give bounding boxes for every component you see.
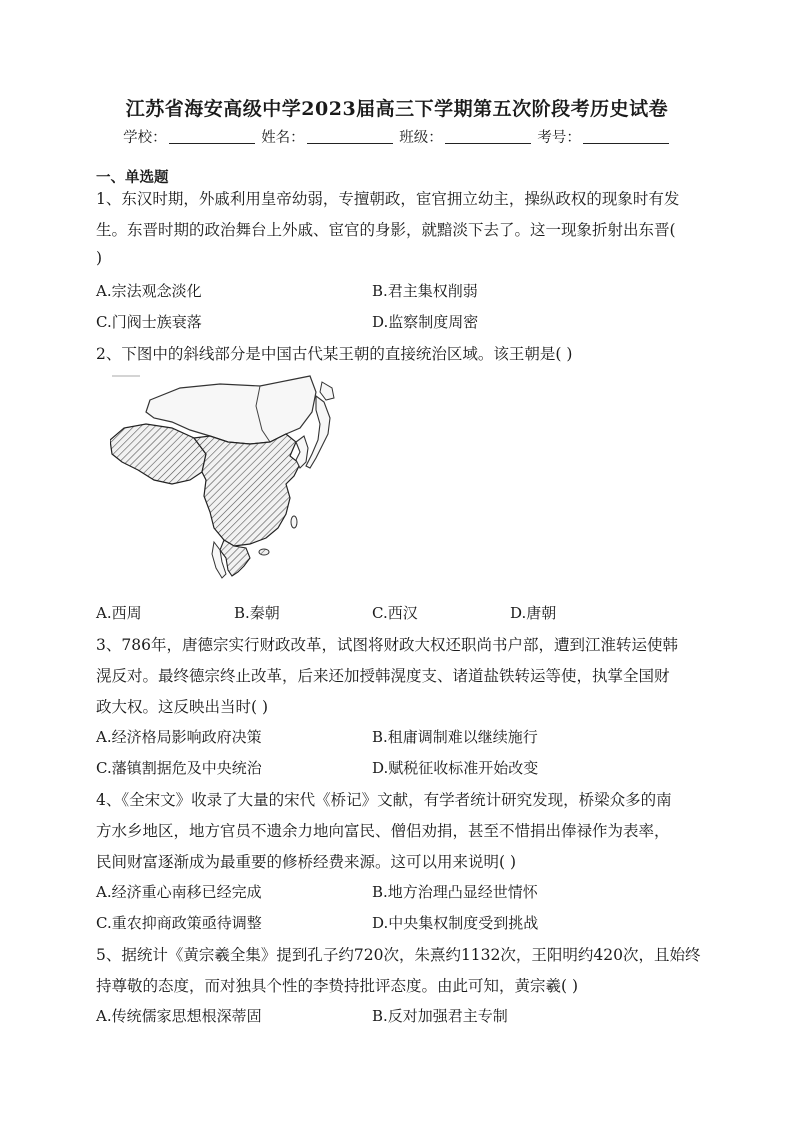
question-3-option-a[interactable]: A.经济格局影响政府决策 [96,728,262,746]
map-hainan-island [259,549,269,555]
question-5-line: 5、据统计《黄宗羲全集》提到孔子约720次，朱熹约1132次，王阳明约420次，且始终 [96,946,701,964]
map-japan-north-island [320,382,334,400]
question-2-option-d[interactable]: D.唐朝 [510,604,557,622]
exam-number-label: 考号： [537,130,581,146]
question-1-option-c[interactable]: C.门阀士族衰落 [96,313,202,331]
class-label: 班级： [399,130,443,146]
question-1-option-d[interactable]: D.监察制度周密 [372,313,479,331]
school-blank[interactable] [169,129,255,144]
question-3-option-c[interactable]: C.藩镇割据危及中央统治 [96,759,262,777]
question-1-option-b[interactable]: B.君主集权削弱 [372,282,478,300]
question-4-line: 方水乡地区，地方官员不遗余力地向富民、僧侣劝捐，甚至不惜捐出俸禄作为表率， [96,822,670,840]
map-main-hatched-region [194,434,300,546]
historical-map-figure [110,372,350,582]
question-5-line: 持尊敬的态度，而对独具个性的李贽持批评态度。由此可知，黄宗羲( ) [96,977,579,995]
question-1-option-a[interactable]: A.宗法观念淡化 [96,282,202,300]
exam-title: 江苏省海安高级中学2023届高三下学期第五次阶段考历史试卷 [125,98,669,120]
question-4-line: 民间财富逐渐成为最重要的修桥经费来源。这可以用来说明( ) [96,853,517,871]
school-label: 学校： [123,130,167,146]
student-info-row [0,126,794,147]
map-western-hatched-region [110,424,206,484]
name-label: 姓名： [261,130,305,146]
question-2-option-c[interactable]: C.西汉 [372,604,418,622]
exam-number-blank[interactable] [583,129,669,144]
map-taiwan-island [291,516,297,528]
question-3-line: 滉反对。最终德宗终止改革，后来还加授韩滉度支、诸道盐铁转运等使，执掌全国财 [96,667,670,685]
question-4-option-b[interactable]: B.地方治理凸显经世情怀 [372,883,538,901]
section-heading: 一、单选题 [96,169,169,186]
question-2-option-a[interactable]: A.西周 [96,604,142,622]
question-2-line: 2、下图中的斜线部分是中国古代某王朝的直接统治区域。该王朝是( ) [96,345,573,363]
question-3-option-b[interactable]: B.租庸调制难以继续施行 [372,728,538,746]
question-3-option-d[interactable]: D.赋税征收标准开始改变 [372,759,539,777]
question-4-line: 4、《全宋文》收录了大量的宋代《桥记》文献，有学者统计研究发现，桥梁众多的南 [96,791,672,809]
question-3-line: 3、786年，唐德宗实行财政改革，试图将财政大权还职尚书户部，遭到江淮转运使韩 [96,636,678,654]
question-4-option-a[interactable]: A.经济重心南移已经完成 [96,883,262,901]
question-4-option-d[interactable]: D.中央集权制度受到挑战 [372,914,539,932]
question-5-option-b[interactable]: B.反对加强君主专制 [372,1007,508,1025]
question-4-option-c[interactable]: C.重农抑商政策亟待调整 [96,914,262,932]
question-1-line: ) [96,249,103,267]
question-1-line: 生。东晋时期的政治舞台上外戚、宦官的身影，就黯淡下去了。这一现象折射出东晋( [96,221,676,239]
class-blank[interactable] [445,129,531,144]
map-korea-peninsula [296,436,308,468]
name-blank[interactable] [307,129,393,144]
question-5-option-a[interactable]: A.传统儒家思想根深蒂固 [96,1007,262,1025]
question-2-option-b[interactable]: B.秦朝 [234,604,280,622]
question-3-line: 政大权。这反映出当时( ) [96,698,269,716]
question-1-line: 1、东汉时期，外戚利用皇帝幼弱，专擅朝政，宦官拥立幼主，操纵政权的现象时有发 [96,190,680,208]
